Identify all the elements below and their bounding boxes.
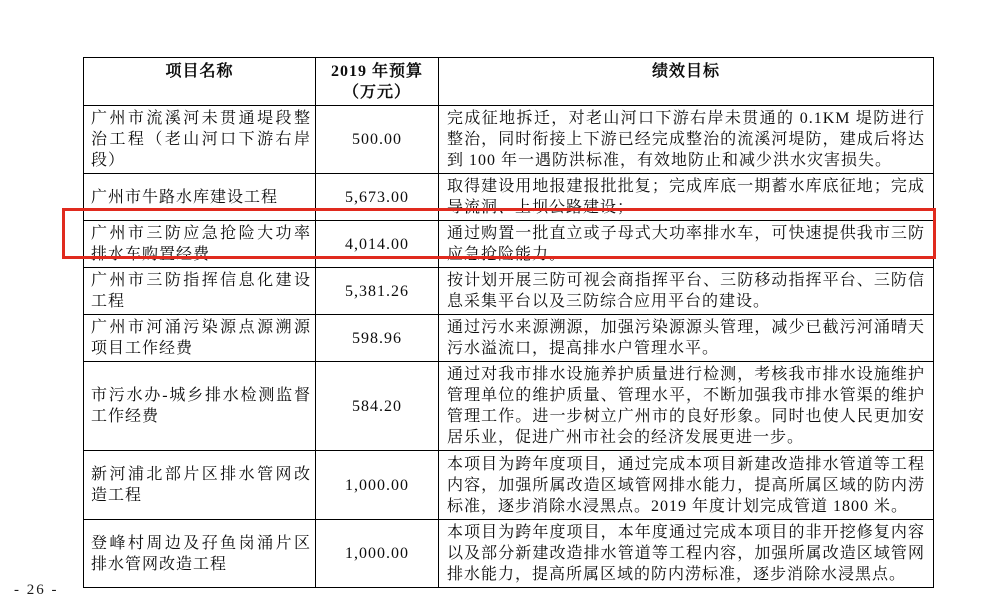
- goal-cell: 完成征地拆迁，对老山河口下游右岸未贯通的 0.1KM 堤防进行整治，同时衔接上下游已经完成整治的流溪河堤防，建成后将达到 100 年一遇防洪标准，有效地防止和减少洪水灾害损失。: [439, 106, 934, 174]
- project-name-cell: 市污水办-城乡排水检测监督工作经费: [84, 362, 316, 451]
- budget-cell: 5,673.00: [316, 174, 439, 221]
- table-row: [84, 106, 934, 174]
- goal-cell: 通过对我市排水设施养护质量进行检测，考核我市排水设施维护管理单位的维护质量、管理水平，不断加强我市排水管渠的维护管理工作。进一步树立广州市的良好形象。同时也使人民更加安居乐业，促进广州市社会的经济发展更进一步。: [439, 362, 934, 451]
- header-budget-line1: 2019 年预算: [330, 63, 423, 80]
- goal-cell: 按计划开展三防可视会商指挥平台、三防移动指挥平台、三防信息采集平台以及三防综合应用平台的建设。: [439, 268, 934, 315]
- project-name-cell: 广州市河涌污染源点源溯源项目工作经费: [84, 315, 316, 362]
- budget-cell: 598.96: [316, 315, 439, 362]
- header-budget-line2: （万元）: [342, 84, 411, 101]
- header-project-name: 项目名称: [84, 58, 316, 106]
- goal-cell: 通过污水来源溯源，加强污染源源头管理，减少已截污河涌晴天污水溢流口，提高排水户管理水平。: [439, 315, 934, 362]
- table-row-highlighted: [84, 221, 934, 268]
- table-row: [84, 174, 934, 221]
- table-row: [84, 451, 934, 520]
- budget-cell: 1,000.00: [316, 520, 439, 588]
- budget-cell: 500.00: [316, 106, 439, 174]
- page-number: - 26 -: [14, 582, 59, 598]
- table-row: [84, 268, 934, 315]
- table-header-row: [84, 58, 934, 106]
- goal-cell: 通过购置一批直立或子母式大功率排水车，可快速提供我市三防应急抢险能力。: [439, 221, 934, 268]
- project-name-cell: 登峰村周边及孖鱼岗涌片区排水管网改造工程: [84, 520, 316, 588]
- budget-cell: 1,000.00: [316, 451, 439, 520]
- budget-cell: 584.20: [316, 362, 439, 451]
- project-name-cell: 新河浦北部片区排水管网改造工程: [84, 451, 316, 520]
- project-name-cell: 广州市三防应急抢险大功率排水车购置经费: [84, 221, 316, 268]
- goal-cell: 本项目为跨年度项目，通过完成本项目新建改造排水管道等工程内容，加强所属改造区域管网排水能力，提高所属区域的防内涝标准，逐步消除水浸黑点。2019 年度计划完成管道 1800 米。: [439, 451, 934, 520]
- header-performance-goal: 绩效目标: [439, 58, 934, 106]
- table-row: [84, 520, 934, 588]
- goal-cell: 取得建设用地报建报批批复；完成库底一期蓄水库底征地；完成导流洞、上坝公路建设；: [439, 174, 934, 221]
- budget-cell: 4,014.00: [316, 221, 439, 268]
- budget-cell: 5,381.26: [316, 268, 439, 315]
- project-name-cell: 广州市牛路水库建设工程: [84, 174, 316, 221]
- project-name-cell: 广州市三防指挥信息化建设工程: [84, 268, 316, 315]
- goal-cell: 本项目为跨年度项目，本年度通过完成本项目的非开挖修复内容以及部分新建改造排水管道等工程内容，加强所属改造区域管网排水能力，提高所属区域的防内涝标准，逐步消除水浸黑点。: [439, 520, 934, 588]
- budget-projects-table: [83, 57, 934, 588]
- table-row: [84, 362, 934, 451]
- project-name-cell: 广州市流溪河未贯通堤段整治工程（老山河口下游右岸段）: [84, 106, 316, 174]
- header-budget: [316, 58, 439, 106]
- table-row: [84, 315, 934, 362]
